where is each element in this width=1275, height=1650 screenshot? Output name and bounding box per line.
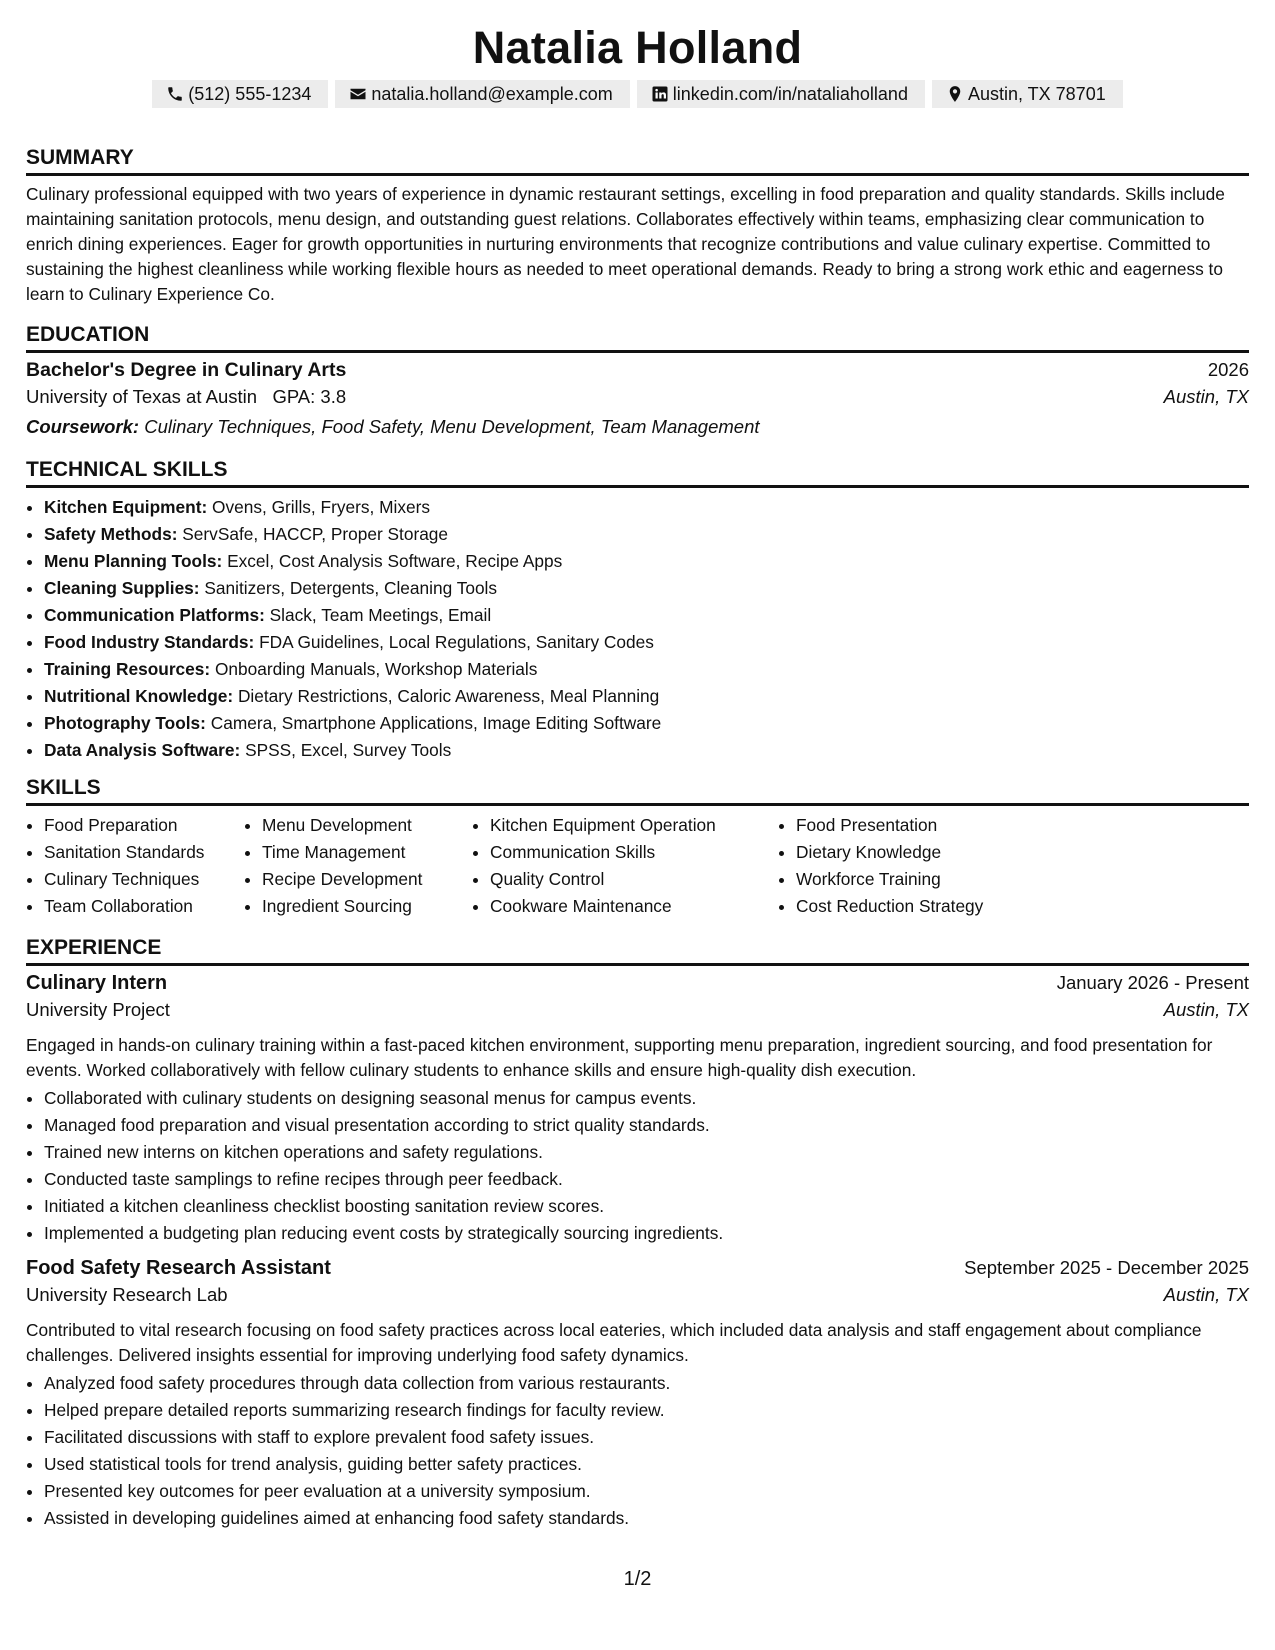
list-item: • Ingredient Sourcing <box>262 893 472 920</box>
list-item <box>44 737 1249 764</box>
gpa: GPA: 3.8 <box>272 386 347 407</box>
list-item <box>44 548 1249 575</box>
list-item: • Menu Development <box>262 812 472 839</box>
contact-linkedin[interactable] <box>637 80 925 108</box>
list-item: • Team Collaboration <box>44 893 244 920</box>
skills-column-2 <box>244 812 472 920</box>
skill-values: Onboarding Manuals, Workshop Materials <box>214 659 538 679</box>
skill-category: Kitchen Equipment: <box>44 497 208 517</box>
technical-skills-section <box>26 456 1249 764</box>
job-org: University Project <box>26 999 170 1020</box>
location-text: Austin, TX 78701 <box>967 83 1106 104</box>
job-dates: January 2026 - Present <box>1056 972 1249 993</box>
phone-text: (512) 555-1234 <box>188 83 312 104</box>
job-location: Austin, TX <box>1163 999 1249 1020</box>
list-item: • Cost Reduction Strategy <box>796 893 1096 920</box>
skills-section <box>26 774 1249 920</box>
list-item: • Helped prepare detailed reports summarizing research findings for faculty review. <box>44 1397 1249 1424</box>
contact-location <box>932 80 1123 108</box>
job-description: Contributed to vital research focusing on food safety practices across local eateries, which included data analysis and staff engagement about compliance challenges. Delivered insights essential for improving underlying food safety dynamics. <box>26 1320 1202 1365</box>
job-title: Food Safety Research Assistant <box>26 1257 331 1279</box>
list-item: • Implemented a budgeting plan reducing event costs by strategically sourcing ingredients. <box>44 1220 1249 1247</box>
list-item: • Time Management <box>262 839 472 866</box>
job-org-row <box>26 995 1249 1025</box>
list-item <box>44 710 1249 737</box>
envelope-icon <box>349 85 367 103</box>
list-item: • Kitchen Equipment Operation <box>490 812 778 839</box>
list-item: • Food Preparation <box>44 812 244 839</box>
skill-values: Slack, Team Meetings, Email <box>269 605 492 625</box>
school-row <box>26 382 1249 412</box>
school-location: Austin, TX <box>1163 386 1249 407</box>
experience-heading: EXPERIENCE <box>26 934 1249 966</box>
list-item: • Initiated a kitchen cleanliness checklist boosting sanitation review scores. <box>44 1193 1249 1220</box>
list-item: • Recipe Development <box>262 866 472 893</box>
list-item: • Trained new interns on kitchen operations and safety regulations. <box>44 1139 1249 1166</box>
skill-values: Dietary Restrictions, Caloric Awareness, Meal Planning <box>237 686 660 706</box>
skills-column-3 <box>472 812 778 920</box>
list-item: • Dietary Knowledge <box>796 839 1096 866</box>
summary-heading: SUMMARY <box>26 144 1249 176</box>
job-title-row <box>26 972 1249 995</box>
skill-values: ServSafe, HACCP, Proper Storage <box>182 524 449 544</box>
technical-skills-list <box>26 494 1249 764</box>
skill-category: Training Resources: <box>44 659 211 679</box>
list-item: • Conducted taste samplings to refine recipes through peer feedback. <box>44 1166 1249 1193</box>
job-bullets <box>26 1370 1249 1532</box>
job-bullets <box>26 1085 1249 1247</box>
job-entry <box>26 972 1249 1247</box>
skill-values: FDA Guidelines, Local Regulations, Sanitary Codes <box>259 632 654 652</box>
education-section <box>26 321 1249 442</box>
list-item: • Facilitated discussions with staff to explore prevalent food safety issues. <box>44 1424 1249 1451</box>
job-location: Austin, TX <box>1163 1284 1249 1305</box>
degree-title: Bachelor's Degree in Culinary Arts <box>26 359 347 381</box>
list-item: • Presented key outcomes for peer evaluation at a university symposium. <box>44 1478 1249 1505</box>
skill-category: Data Analysis Software: <box>44 740 241 760</box>
job-title-row <box>26 1257 1249 1280</box>
skill-category: Cleaning Supplies: <box>44 578 200 598</box>
job-entry <box>26 1257 1249 1532</box>
list-item: • Cookware Maintenance <box>490 893 778 920</box>
skill-values: Sanitizers, Detergents, Cleaning Tools <box>204 578 498 598</box>
technical-skills-heading: TECHNICAL SKILLS <box>26 456 1249 488</box>
list-item <box>44 575 1249 602</box>
list-item <box>44 629 1249 656</box>
skill-category: Food Industry Standards: <box>44 632 255 652</box>
list-item: • Food Presentation <box>796 812 1096 839</box>
coursework-list: Culinary Techniques, Food Safety, Menu Development, Team Management <box>144 416 760 437</box>
skill-values: Ovens, Grills, Fryers, Mixers <box>212 497 430 517</box>
resume-page <box>26 0 1249 1532</box>
contact-phone[interactable] <box>152 80 328 108</box>
linkedin-text: linkedin.com/in/nataliaholland <box>672 83 908 104</box>
list-item: • Assisted in developing guidelines aimed at enhancing food safety standards. <box>44 1505 1249 1532</box>
list-item: • Used statistical tools for trend analysis, guiding better safety practices. <box>44 1451 1249 1478</box>
list-item <box>44 494 1249 521</box>
skills-heading: SKILLS <box>26 774 1249 806</box>
job-description: Engaged in hands-on culinary training within a fast-paced kitchen environment, supporting menu preparation, ingredient sourcing, and food presentation for events. Worked collaboratively with fellow culinary students to enhance skills and ensure high-quality dish execution. <box>26 1035 1213 1080</box>
skill-category: Menu Planning Tools: <box>44 551 223 571</box>
skill-category: Nutritional Knowledge: <box>44 686 234 706</box>
list-item: • Culinary Techniques <box>44 866 244 893</box>
phone-icon <box>166 85 184 103</box>
job-org: University Research Lab <box>26 1284 228 1305</box>
contact-email[interactable] <box>335 80 629 108</box>
summary-text: Culinary professional equipped with two years of experience in dynamic restaurant settings, excelling in food preparation and quality standards. Skills include maintaining sanitation protocols, menu design, and outstanding guest relations. Collaborates effectively within teams, emphasizing clear communication to enrich dining experiences. Eager for growth opportunities in nurturing environments that recognize contributions and value culinary expertise. Committed to sustaining the highest cleanliness while working flexible hours as needed to meet operational demands. Ready to bring a strong work ethic and eagerness to learn to Culinary Experience Co. <box>26 184 1225 304</box>
coursework <box>26 412 1249 442</box>
candidate-name: Natalia Holland <box>472 22 803 73</box>
list-item: • Workforce Training <box>796 866 1096 893</box>
email-text: natalia.holland@example.com <box>371 83 613 104</box>
education-heading: EDUCATION <box>26 321 1249 353</box>
map-pin-icon <box>946 85 964 103</box>
list-item <box>44 683 1249 710</box>
skill-category: Photography Tools: <box>44 713 206 733</box>
page-number: 1/2 <box>623 1568 652 1590</box>
list-item: • Managed food preparation and visual presentation according to strict quality standards. <box>44 1112 1249 1139</box>
skill-values: Excel, Cost Analysis Software, Recipe Apps <box>227 551 563 571</box>
skill-category: Safety Methods: <box>44 524 178 544</box>
school-name: University of Texas at Austin <box>26 386 258 407</box>
list-item: • Analyzed food safety procedures through data collection from various restaurants. <box>44 1370 1249 1397</box>
degree-row <box>26 359 1249 382</box>
list-item <box>44 521 1249 548</box>
skills-column-1 <box>26 812 244 920</box>
list-item <box>44 602 1249 629</box>
job-title: Culinary Intern <box>26 972 168 994</box>
skills-column-4 <box>778 812 1096 920</box>
linkedin-icon <box>651 85 669 103</box>
skills-grid <box>26 812 1249 920</box>
list-item: • Communication Skills <box>490 839 778 866</box>
skill-category: Communication Platforms: <box>44 605 265 625</box>
coursework-label: Coursework: <box>26 416 140 437</box>
list-item: • Collaborated with culinary students on designing seasonal menus for campus events. <box>44 1085 1249 1112</box>
graduation-year: 2026 <box>1207 359 1249 380</box>
experience-section <box>26 934 1249 1532</box>
school-info <box>26 382 346 412</box>
skill-values: Camera, Smartphone Applications, Image Editing Software <box>210 713 662 733</box>
list-item: • Quality Control <box>490 866 778 893</box>
job-org-row <box>26 1280 1249 1310</box>
skill-values: SPSS, Excel, Survey Tools <box>245 740 452 760</box>
list-item: • Sanitation Standards <box>44 839 244 866</box>
summary-section <box>26 144 1249 307</box>
contact-bar <box>26 80 1249 108</box>
list-item <box>44 656 1249 683</box>
job-dates: September 2025 - December 2025 <box>964 1257 1249 1278</box>
